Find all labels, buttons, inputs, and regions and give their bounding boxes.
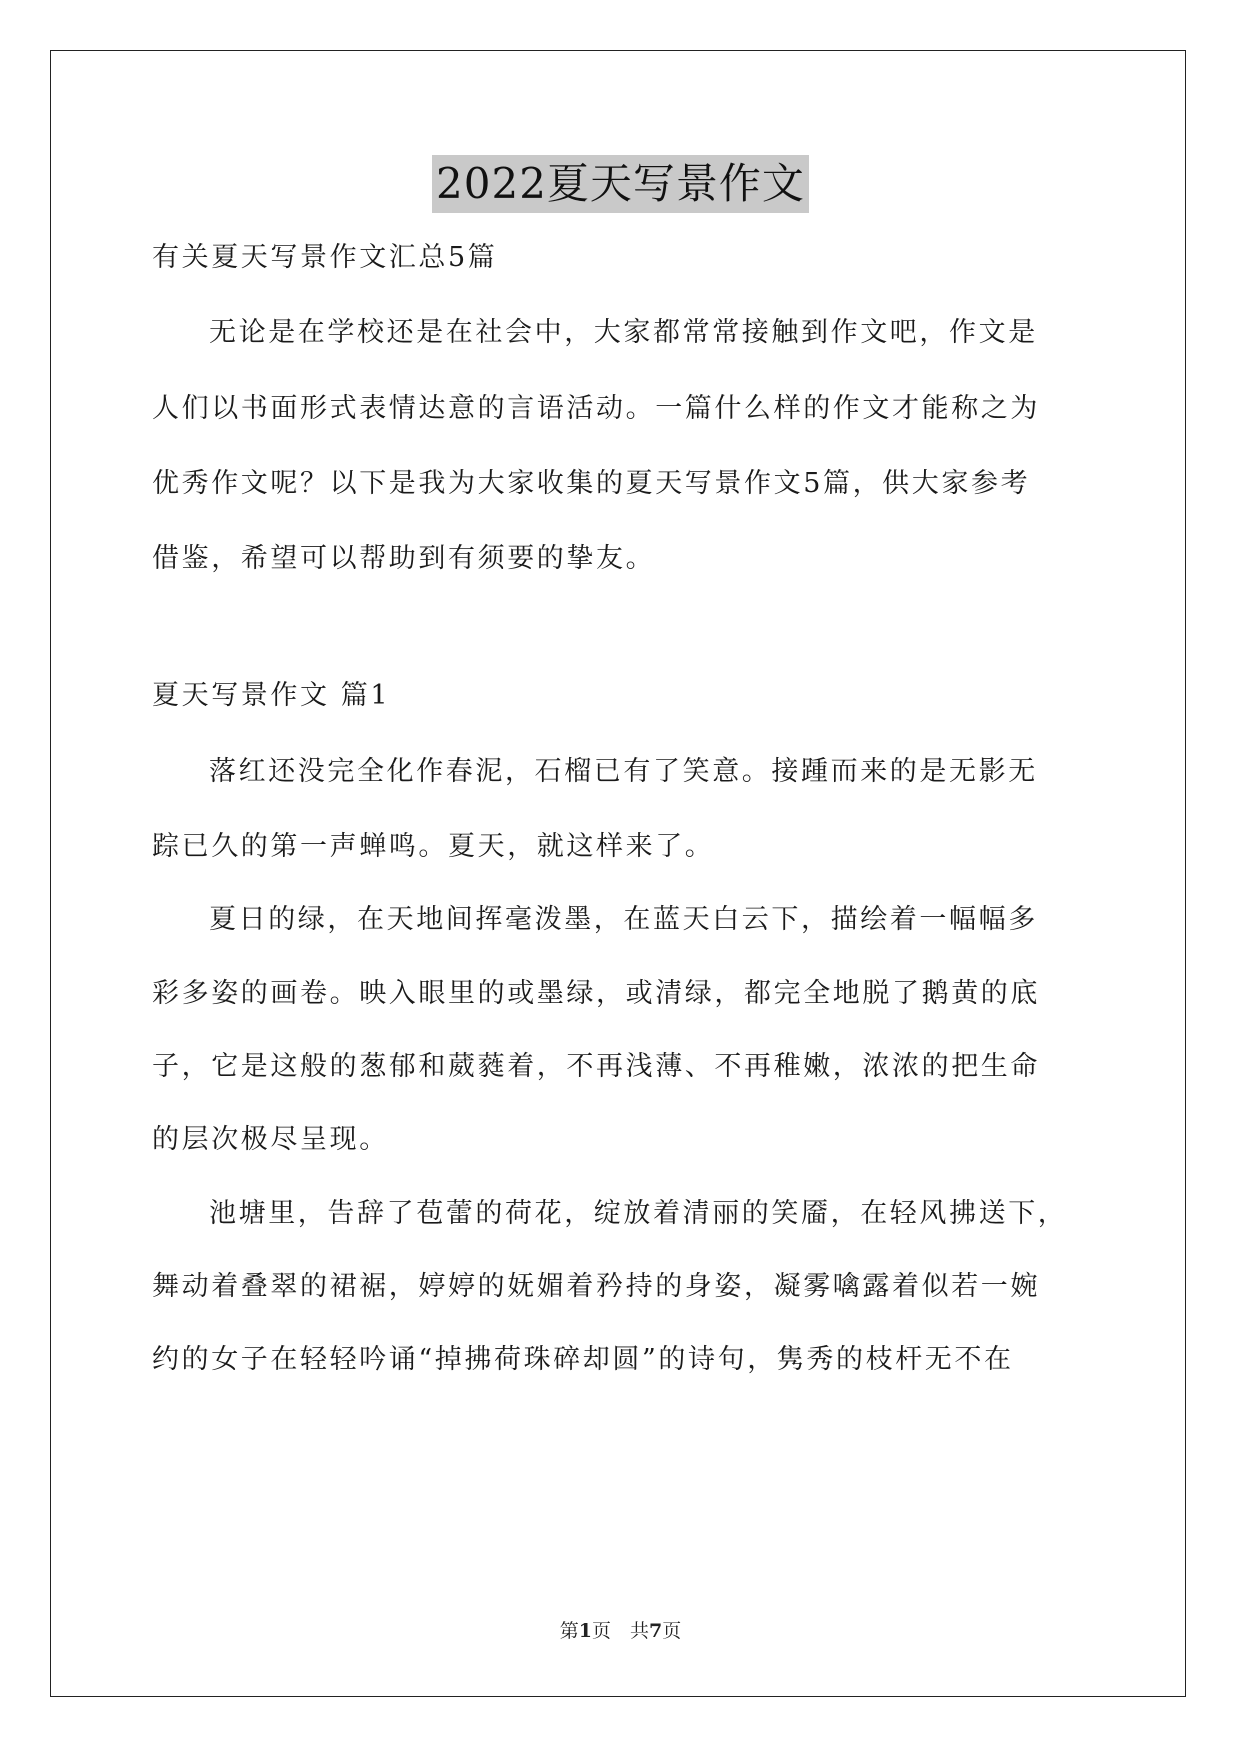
section-line-7: 池塘里，告辞了苞蕾的荷花，绽放着清丽的笑靥，在轻风拂送下， (209, 1198, 1068, 1229)
page-footer (0, 1618, 1241, 1644)
intro-line-2: 人们以书面形式表情达意的言语活动。一篇什么样的作文才能称之为 (152, 393, 1040, 424)
section-line-2: 踪已久的第一声蝉鸣。夏天，就这样来了。 (152, 831, 715, 862)
footer-current-page: 1 (578, 1620, 592, 1642)
footer-page-prefix: 第 (559, 1620, 579, 1642)
document-title: 2022夏天写景作文 (432, 155, 809, 213)
intro-line-4: 借鉴，希望可以帮助到有须要的挚友。 (152, 543, 656, 574)
footer-total-pages: 7 (649, 1620, 663, 1642)
footer-page-suffix: 页 (662, 1620, 682, 1642)
page-border (50, 50, 1186, 1697)
title-container (0, 155, 1241, 213)
intro-line-3: 优秀作文呢？以下是我为大家收集的夏天写景作文5篇，供大家参考 (152, 468, 1031, 499)
intro-line-1: 无论是在学校还是在社会中，大家都常常接触到作文吧，作文是 (209, 317, 1038, 348)
section-line-5: 子，它是这般的葱郁和葳蕤着，不再浅薄、不再稚嫩，浓浓的把生命 (152, 1051, 1040, 1082)
section-line-3: 夏日的绿，在天地间挥毫泼墨，在蓝天白云下，描绘着一幅幅多 (209, 904, 1038, 935)
document-subtitle: 有关夏天写景作文汇总5篇 (152, 242, 498, 273)
section-line-6: 的层次极尽呈现。 (152, 1124, 389, 1155)
section-line-9: 约的女子在轻轻吟诵“掉拂荷珠碎却圆”的诗句，隽秀的枝杆无不在 (152, 1344, 1014, 1375)
section-line-4: 彩多姿的画卷。映入眼里的或墨绿，或清绿，都完全地脱了鹅黄的底 (152, 978, 1040, 1009)
section-line-8: 舞动着叠翠的裙裾，婷婷的妩媚着矜持的身姿，凝雾噙露着似若一婉 (152, 1271, 1040, 1302)
section-heading: 夏天写景作文 篇1 (152, 680, 391, 711)
footer-page-mid: 页 共 (591, 1620, 649, 1642)
section-line-1: 落红还没完全化作春泥，石榴已有了笑意。接踵而来的是无影无 (209, 756, 1038, 787)
